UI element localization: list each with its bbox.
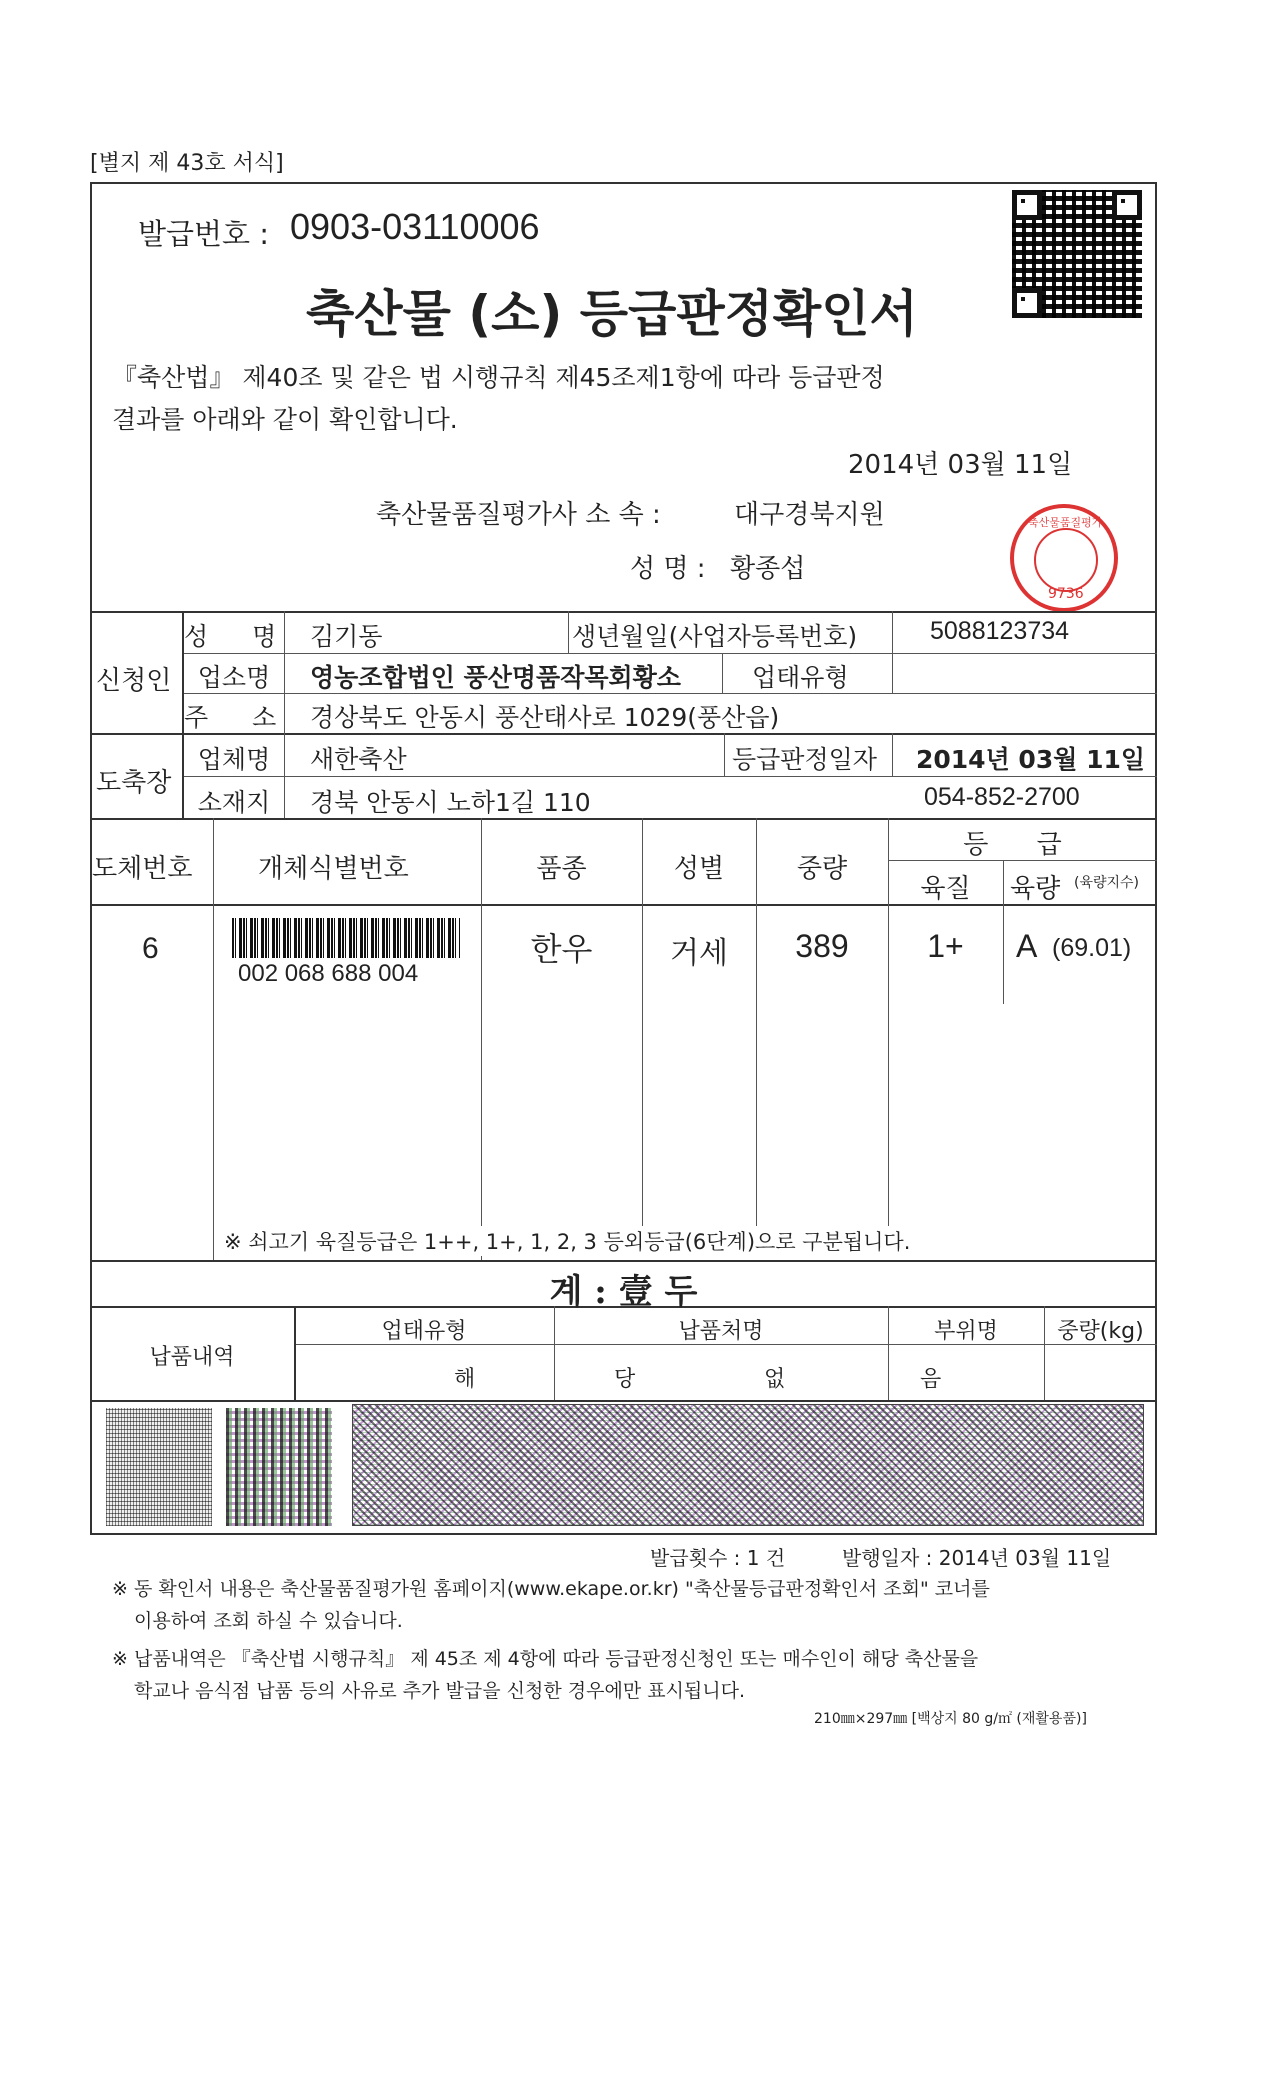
issue-count: 발급횟수 : 1 건 [650, 1546, 786, 1570]
header-id-no: 개체식별번호 [258, 854, 409, 884]
location-label: 소재지 [197, 788, 271, 817]
delivery-value-3: 없 [764, 1367, 786, 1392]
footer-note-2-line-2: 학교나 음식점 납품 등의 사유로 추가 발급을 신청한 경우에만 표시됩니다. [134, 1680, 746, 1702]
applicant-name: 김기동 [310, 622, 383, 651]
sex-value: 거세 [670, 936, 728, 971]
paper-spec: 210㎜×297㎜ [백상지 80 g/㎡ (재활용품)] [814, 1711, 1087, 1727]
header-grade: 등 급 [963, 830, 1082, 860]
business-name: 영농조합법인 풍산명품작목회황소 [310, 663, 681, 692]
delivery-header-buyer: 납품처명 [678, 1319, 764, 1344]
footer-issue-date: 발행일자 : 2014년 03월 11일 [842, 1546, 1112, 1570]
evaluator-name: 황종섭 [730, 554, 806, 584]
business-type-label: 업태유형 [752, 663, 849, 692]
applicant-name-label: 성 명 [184, 622, 295, 651]
location-value: 경북 안동시 노하1길 110 [310, 788, 591, 817]
birth-label: 생년월일(사업자등록번호) [572, 622, 858, 651]
company-name: 새한축산 [310, 745, 407, 774]
security-pattern-1 [106, 1408, 212, 1526]
evaluator-name-label: 성 명 : [630, 554, 706, 584]
header-sex: 성별 [673, 854, 725, 884]
issue-number-label: 발급번호 : [138, 217, 270, 251]
breed-value: 한우 [530, 930, 593, 968]
form-label: [별지 제 43호 서식] [90, 151, 284, 176]
company-label: 업체명 [197, 745, 271, 774]
id-number: 002 068 688 004 [238, 960, 419, 987]
address-value: 경상북도 안동시 풍산태사로 1029(풍산읍) [310, 703, 780, 732]
intro-line-1: 『축산법』 제40조 및 같은 법 시행규칙 제45조제1항에 따라 등급판정 [112, 363, 885, 392]
qr-code [1012, 190, 1142, 318]
yield-grade: A [1016, 928, 1038, 964]
grading-date-label: 등급판정일자 [732, 745, 877, 774]
header-quality: 육질 [920, 874, 971, 904]
delivery-value-4: 음 [920, 1367, 942, 1392]
applicant-section-label: 신청인 [96, 666, 172, 696]
delivery-header-part: 부위명 [934, 1319, 998, 1344]
delivery-header-type: 업태유형 [381, 1319, 467, 1344]
slaughterhouse-section-label: 도축장 [96, 768, 172, 798]
delivery-header-weight: 중량(kg) [1057, 1319, 1144, 1344]
delivery-value-1: 해 [454, 1367, 476, 1392]
header-yield-index: (육량지수) [1074, 875, 1140, 891]
weight-value: 389 [795, 928, 849, 964]
evaluator-affiliation: 대구경북지원 [734, 500, 885, 530]
document-title: 축산물 (소) 등급판정확인서 [306, 285, 918, 343]
business-label: 업소명 [197, 663, 271, 692]
header-breed: 품종 [536, 854, 587, 884]
yield-index: (69.01) [1052, 934, 1132, 962]
evaluator-affiliation-label: 축산물품질평가사 소 속 : [376, 500, 661, 530]
carcass-no: 6 [142, 932, 159, 965]
header-carcass-no: 도체번호 [92, 854, 193, 884]
footer-note-1-line-1: ※ 동 확인서 내용은 축산물품질평가원 홈페이지(www.ekape.or.kr) "축산물등급판정확인서 조회" 코너를 [112, 1578, 990, 1600]
phone-value: 054-852-2700 [924, 783, 1080, 811]
grade-note: ※ 쇠고기 육질등급은 1++, 1+, 1, 2, 3 등외등급(6단계)으로 구분됩니다. [224, 1226, 910, 1256]
header-weight: 중량 [796, 854, 848, 884]
total-count: 계 : 壹 두 [549, 1272, 698, 1312]
official-seal: 축산물품질평가 9736 [1010, 504, 1118, 612]
footer-note-1-line-2: 이용하여 조회 하실 수 있습니다. [134, 1610, 403, 1632]
delivery-value-2: 당 [614, 1367, 636, 1392]
issue-number: 0903-03110006 [290, 206, 540, 247]
id-barcode [232, 918, 460, 958]
security-pattern-3 [352, 1404, 1144, 1526]
header-yield: 육량 [1010, 874, 1061, 904]
address-label: 주 소 [184, 703, 295, 732]
birth-value: 5088123734 [930, 617, 1070, 645]
issue-date: 2014년 03월 11일 [848, 450, 1073, 480]
security-pattern-2 [226, 1408, 332, 1526]
grading-date: 2014년 03월 11일 [916, 745, 1146, 774]
footer-note-2-line-1: ※ 납품내역은 『축산법 시행규칙』 제 45조 제 4항에 따라 등급판정신청인 또는 매수인이 해당 축산물을 [112, 1648, 979, 1670]
delivery-section-label: 납품내역 [149, 1345, 235, 1370]
intro-line-2: 결과를 아래와 같이 확인합니다. [112, 405, 458, 434]
quality-grade: 1+ [927, 928, 964, 964]
